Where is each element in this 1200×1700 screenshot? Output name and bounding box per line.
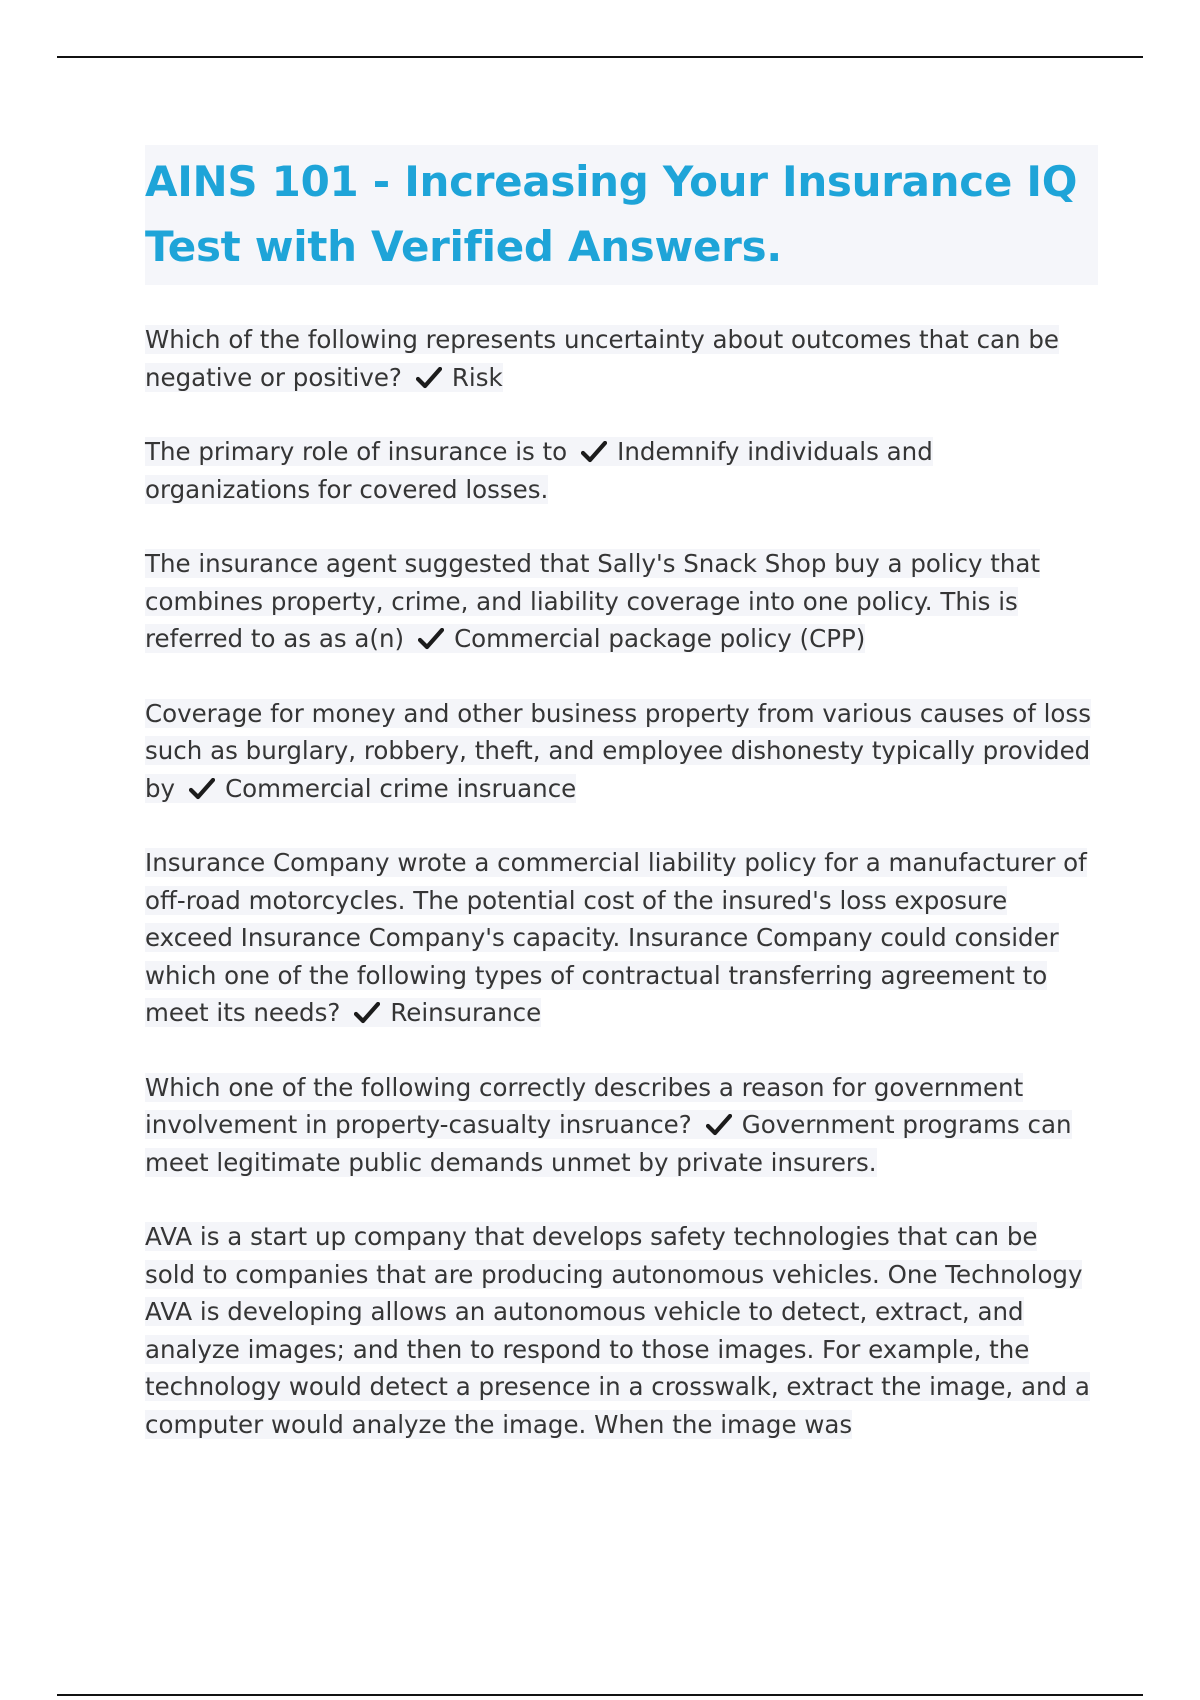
qa-item-3 — [145, 545, 1095, 658]
qa-item-1 — [145, 321, 1095, 396]
qa-item-5 — [145, 844, 1095, 1032]
question-text: The primary role of insurance is to — [145, 437, 568, 466]
answer-text: Commercial package policy (CPP) — [454, 624, 866, 653]
question-text: AVA is a start up company that develops safety technologies that can be sold to companies that are producing autonomous vehicles. One Technology AVA is developing allows an autonomous vehicle to detect, extract, and analyze images; and then to respond to those images. For example, the technology would detect a presence in a crosswalk, extract the image, and a computer would analyze the image. When the image was — [145, 1222, 1090, 1439]
top-rule — [57, 56, 1143, 58]
checkmark-icon — [189, 778, 215, 800]
answer-text: Indemnify individuals and organizations for covered losses. — [145, 437, 933, 504]
checkmark-icon — [581, 441, 607, 463]
answer-text: Risk — [451, 362, 503, 392]
page-title: AINS 101 - Increasing Your Insurance IQ Test with Verified Answers. — [145, 157, 1078, 271]
question-text: Insurance Company wrote a commercial liability policy for a manufacturer of off-road motorcycles. The potential cost of the insured's loss exposure exceed Insurance Company's capacity. Insurance Company could consider which one of the following types of contractual transferring agreement to meet its needs? — [145, 848, 1087, 1027]
question-text: Which one of the following correctly describes a reason for government involvement in property-casualty insruance? — [145, 1072, 1024, 1139]
checkmark-icon — [418, 628, 444, 650]
qa-item-4 — [145, 695, 1095, 808]
checkmark-icon — [354, 1002, 380, 1024]
document-body — [145, 145, 1095, 1480]
bottom-rule — [57, 1694, 1143, 1696]
answer-text: Reinsurance — [390, 998, 542, 1027]
question-text: Which of the following represents uncertainty about outcomes that can be negative or positive? — [145, 325, 1060, 392]
qa-item-7 — [145, 1218, 1095, 1443]
qa-item-6 — [145, 1069, 1095, 1182]
title-block — [145, 145, 1098, 285]
answer-text: Government programs can meet legitimate public demands unmet by private insurers. — [145, 1110, 1072, 1177]
question-text: The insurance agent suggested that Sally's Snack Shop buy a policy that combines property, crime, and liability coverage into one policy. This is referred to as as a(n) — [145, 549, 1041, 653]
question-text: Coverage for money and other business property from various causes of loss such as burglary, robbery, theft, and employee dishonesty typically provided by — [145, 698, 1091, 803]
qa-item-2 — [145, 433, 1095, 508]
checkmark-icon — [706, 1114, 732, 1136]
answer-text: Commercial crime insruance — [225, 773, 577, 803]
checkmark-icon — [416, 367, 442, 389]
